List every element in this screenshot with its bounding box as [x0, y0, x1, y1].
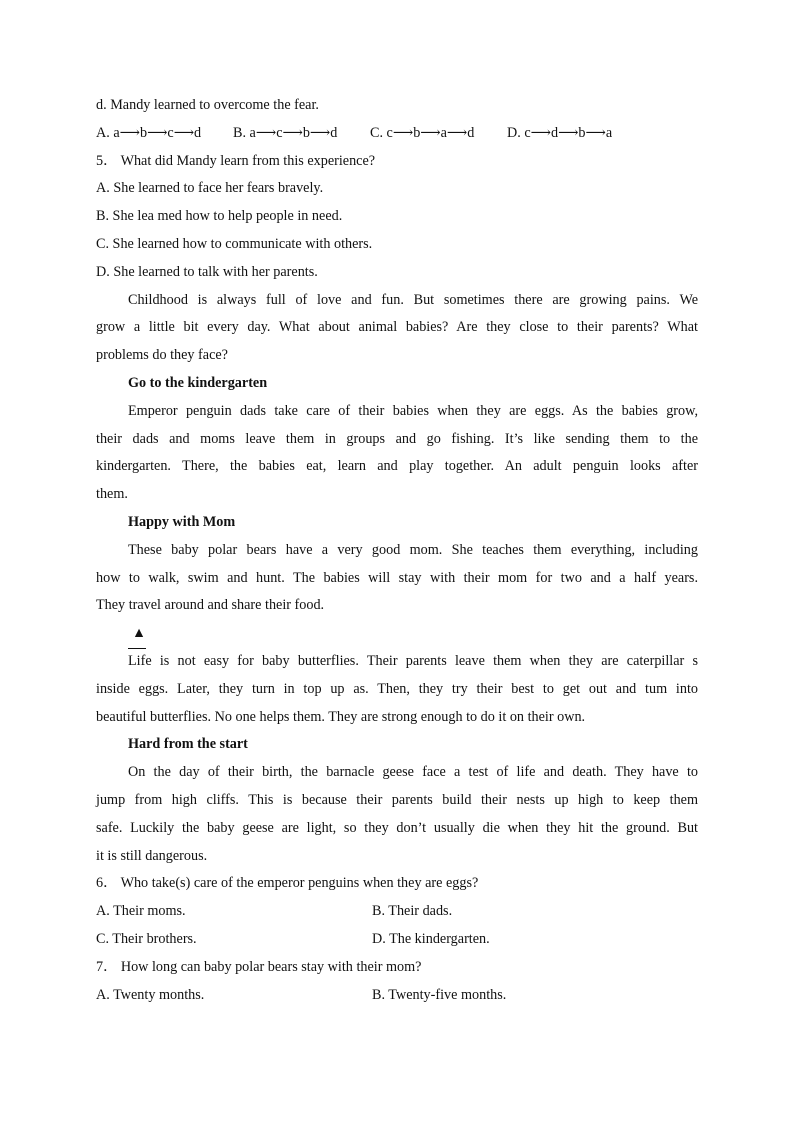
q6-option-c: C. Their brothers. — [96, 930, 197, 947]
q4-choice-c: C. c⟶b⟶a⟶d — [370, 124, 475, 141]
paragraph-line: inside eggs. Later, they turn in top up as. Then, they try their best to get out and tum into — [96, 680, 698, 697]
intro-line: grow a little bit every day. What about animal babies? Are they close to their parents? What — [96, 319, 698, 336]
q6-options-row — [96, 898, 698, 926]
q6-options-row — [96, 926, 698, 954]
q4-choice-a: A. a⟶b⟶c⟶d — [96, 124, 202, 141]
q5-question: 5． What did Mandy learn from this experience? — [96, 152, 376, 169]
paragraph-line: kindergarten. There, the babies eat, learn and play together. An adult penguin looks after — [96, 458, 698, 475]
q7-options-row — [96, 982, 698, 1010]
paragraph-line: jump from high cliffs. This is because their parents build their nests up high to keep them — [96, 791, 698, 808]
paragraph-line: beautiful butterflies. No one helps them. They are strong enough to do it on their own. — [96, 708, 586, 725]
q5-option-b: B. She lea med how to help people in need. — [96, 208, 343, 225]
q5-option-a: A. She learned to face her fears bravely. — [96, 180, 324, 197]
section-heading-hard-from-start: Hard from the start — [128, 736, 248, 753]
document-page — [96, 92, 698, 1009]
paragraph-line: On the day of their birth, the barnacle geese face a test of life and death. They have to — [128, 764, 698, 781]
intro-line: problems do they face? — [96, 347, 228, 364]
q7-option-a: A. Twenty months. — [96, 986, 205, 1003]
q5-option-d: D. She learned to talk with her parents. — [96, 263, 318, 280]
section-heading-kindergarten: Go to the kindergarten — [128, 374, 268, 391]
paragraph-line: them. — [96, 486, 128, 503]
paragraph-line: how to walk, swim and hunt. The babies will stay with their mom for two and a half years. — [96, 569, 698, 586]
paragraph-line: safe. Luckily the baby geese are light, so they don’t usually die when they hit the ground. But — [96, 819, 698, 836]
triangle-blank-icon: ▲ — [128, 620, 146, 649]
intro-line: Childhood is always full of love and fun. But sometimes there are growing pains. We — [128, 291, 698, 308]
q7-option-b: B. Twenty-five months. — [372, 986, 507, 1003]
q6-option-b: B. Their dads. — [372, 903, 453, 920]
q5-option-c: C. She learned how to communicate with others. — [96, 235, 373, 252]
paragraph-line: Life is not easy for baby butterflies. Their parents leave them when they are caterpillar s — [128, 652, 698, 669]
q6-option-d: D. The kindergarten. — [372, 930, 490, 947]
paragraph-line: These baby polar bears have a very good mom. She teaches them everything, including — [128, 541, 698, 558]
paragraph-line: Emperor penguin dads take care of their babies when they are eggs. As the babies grow, — [128, 402, 698, 419]
paragraph-line: They travel around and share their food. — [96, 597, 325, 614]
section-heading-blank — [96, 620, 698, 648]
q6-question: 6． Who take(s) care of the emperor penguins when they are eggs? — [96, 875, 479, 892]
q7-question: 7． How long can baby polar bears stay with their mom? — [96, 958, 422, 975]
paragraph-line: it is still dangerous. — [96, 847, 208, 864]
q6-option-a: A. Their moms. — [96, 903, 186, 920]
section-heading-happy-with-mom: Happy with Mom — [128, 513, 236, 530]
q4-choice-d: D. c⟶d⟶b⟶a — [507, 124, 613, 141]
paragraph-line: their dads and moms leave them in groups and go fishing. It’s like sending them to the — [96, 430, 698, 447]
q4-choices — [96, 120, 698, 148]
q4-option-d: d. Mandy learned to overcome the fear. — [96, 97, 319, 113]
q4-choice-b: B. a⟶c⟶b⟶d — [233, 124, 338, 141]
